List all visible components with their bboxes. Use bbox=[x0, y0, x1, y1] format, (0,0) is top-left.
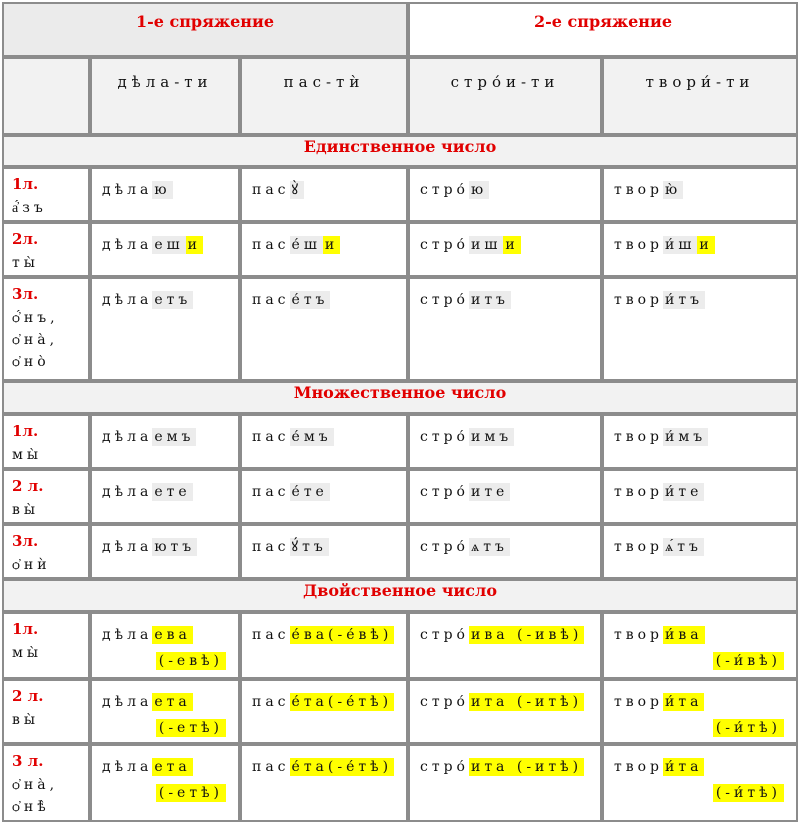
person-cell bbox=[2, 524, 90, 579]
section-plural: Множественное число bbox=[2, 381, 798, 414]
table-row bbox=[2, 744, 798, 822]
form-highlight: ита (-итѣ) bbox=[470, 694, 583, 711]
form-stem: дѣла bbox=[102, 237, 153, 254]
form-stem: твор bbox=[614, 428, 664, 445]
form-ending: ю̀ bbox=[665, 182, 682, 199]
person-label: 1л. bbox=[12, 175, 39, 194]
form-ending: иш bbox=[470, 237, 502, 254]
form-stem: стро́ bbox=[420, 539, 469, 556]
form-stem: стро́ bbox=[420, 759, 469, 776]
form-ending: ѧтъ bbox=[470, 539, 508, 556]
person-label: 3 л. bbox=[12, 752, 44, 771]
form-stem: дѣла bbox=[102, 428, 153, 445]
person-cell bbox=[2, 277, 90, 381]
form-ending: е́ш bbox=[291, 237, 321, 254]
form-ending: ꙋ̀ bbox=[291, 182, 303, 199]
form-stem: дѣла bbox=[102, 759, 153, 776]
pronoun: а҆́зъ bbox=[12, 200, 47, 217]
form-alt-ending: (-и́тѣ) bbox=[713, 719, 784, 737]
form-highlight: ета bbox=[154, 759, 191, 776]
form-highlight: и́ва bbox=[665, 626, 703, 643]
form-stem: пас bbox=[252, 428, 290, 445]
form-cell bbox=[602, 744, 798, 822]
pronoun: ѻ҆на̀, ѻ҆нѣ̀ bbox=[12, 777, 59, 816]
form-cell bbox=[602, 167, 798, 222]
form-cell bbox=[90, 469, 240, 524]
verb-header: дѣла-ти bbox=[90, 57, 240, 135]
form-cell bbox=[90, 277, 240, 381]
form-alt-ending: (-евѣ) bbox=[156, 652, 226, 670]
form-cell bbox=[408, 679, 602, 744]
form-stem: стро́ bbox=[420, 484, 469, 501]
pronoun: вы̀ bbox=[12, 502, 40, 519]
form-alt-ending: (-етѣ) bbox=[156, 784, 226, 802]
form-cell bbox=[602, 612, 798, 679]
form-stem: твор bbox=[614, 237, 664, 254]
form-cell bbox=[408, 167, 602, 222]
form-ending: ютъ bbox=[154, 539, 196, 556]
form-cell bbox=[240, 222, 408, 277]
form-cell bbox=[240, 469, 408, 524]
form-ending: емъ bbox=[154, 428, 195, 445]
pronoun: вы̀ bbox=[12, 712, 40, 729]
form-cell bbox=[90, 744, 240, 822]
form-cell bbox=[240, 277, 408, 381]
form-ending: и́мъ bbox=[665, 428, 707, 445]
form-alt-ending: (-и́вѣ) bbox=[713, 652, 784, 670]
form-highlight: и́та bbox=[665, 694, 703, 711]
form-cell bbox=[602, 222, 798, 277]
form-cell bbox=[240, 167, 408, 222]
form-cell bbox=[408, 612, 602, 679]
form-highlight: и bbox=[324, 237, 339, 254]
form-ending: ите bbox=[470, 484, 509, 501]
form-highlight: ива (-ивѣ) bbox=[470, 626, 583, 643]
form-stem: стро́ bbox=[420, 237, 469, 254]
pronoun: ѻ҆́нъ, ѻ҆на̀, ѻ҆но̀ bbox=[12, 310, 59, 371]
form-ending: еш bbox=[154, 237, 184, 254]
person-cell bbox=[2, 612, 90, 679]
form-cell bbox=[408, 414, 602, 469]
form-stem: пас bbox=[252, 182, 290, 199]
conj1-header: 1-е спряжение bbox=[2, 2, 408, 57]
form-highlight: и bbox=[505, 237, 519, 254]
table-row bbox=[2, 524, 798, 579]
form-highlight: е́та(-е́тѣ) bbox=[291, 694, 393, 711]
section-dual: Двойственное число bbox=[2, 579, 798, 612]
form-stem: пас bbox=[252, 759, 290, 776]
person-cell bbox=[2, 222, 90, 277]
form-cell bbox=[602, 414, 798, 469]
form-cell bbox=[90, 524, 240, 579]
form-stem: стро́ bbox=[420, 292, 469, 309]
form-stem: твор bbox=[614, 484, 664, 501]
form-stem: стро́ bbox=[420, 626, 469, 643]
form-stem: пас bbox=[252, 237, 290, 254]
person-label: 2 л. bbox=[12, 687, 44, 706]
form-cell bbox=[602, 679, 798, 744]
form-cell bbox=[408, 744, 602, 822]
form-ending: е́мъ bbox=[291, 428, 332, 445]
section-singular: Единственное число bbox=[2, 135, 798, 168]
form-stem: твор bbox=[614, 694, 664, 711]
form-ending: итъ bbox=[470, 292, 509, 309]
pronoun: ты̀ bbox=[12, 255, 39, 272]
form-ending: ю bbox=[470, 182, 488, 199]
pronoun: мы̀ bbox=[12, 446, 43, 463]
form-highlight: е́та(-е́тѣ) bbox=[291, 759, 393, 776]
form-cell bbox=[90, 612, 240, 679]
form-stem: пас bbox=[252, 626, 290, 643]
form-stem: стро́ bbox=[420, 182, 469, 199]
form-cell bbox=[602, 277, 798, 381]
form-ending: ѧ́тъ bbox=[665, 539, 702, 556]
form-stem: стро́ bbox=[420, 428, 469, 445]
form-stem: пас bbox=[252, 292, 290, 309]
form-cell bbox=[240, 612, 408, 679]
verb-header: пас-тѝ bbox=[240, 57, 408, 135]
form-cell bbox=[90, 222, 240, 277]
person-label: 3л. bbox=[12, 285, 39, 304]
table-row bbox=[2, 277, 798, 381]
form-highlight: ита (-итѣ) bbox=[470, 759, 583, 776]
form-highlight: ета bbox=[154, 694, 191, 711]
form-cell bbox=[408, 524, 602, 579]
form-highlight: е́ва(-е́вѣ) bbox=[291, 626, 393, 643]
form-stem: стро́ bbox=[420, 694, 469, 711]
form-ending: и́ш bbox=[665, 237, 696, 254]
form-ending: ꙋ́тъ bbox=[291, 539, 327, 556]
person-cell bbox=[2, 414, 90, 469]
form-stem: пас bbox=[252, 539, 290, 556]
corner-cell bbox=[2, 57, 90, 135]
form-highlight: и́та bbox=[665, 759, 703, 776]
form-cell bbox=[90, 679, 240, 744]
form-cell bbox=[240, 744, 408, 822]
form-stem: твор bbox=[614, 182, 664, 199]
form-stem: дѣла bbox=[102, 484, 153, 501]
form-ending: ю bbox=[154, 182, 171, 199]
form-ending: е́тъ bbox=[291, 292, 329, 309]
form-stem: твор bbox=[614, 626, 664, 643]
table-row bbox=[2, 679, 798, 744]
form-cell bbox=[240, 679, 408, 744]
form-stem: твор bbox=[614, 292, 664, 309]
pronoun: мы̀ bbox=[12, 644, 43, 661]
form-ending: имъ bbox=[470, 428, 513, 445]
form-stem: твор bbox=[614, 539, 664, 556]
form-highlight: ева bbox=[154, 626, 191, 643]
table-row bbox=[2, 414, 798, 469]
form-stem: дѣла bbox=[102, 694, 153, 711]
form-cell bbox=[408, 222, 602, 277]
form-ending: етъ bbox=[154, 292, 192, 309]
person-cell bbox=[2, 469, 90, 524]
form-ending: и́те bbox=[665, 484, 703, 501]
table-row bbox=[2, 222, 798, 277]
conjugation-table bbox=[2, 2, 798, 822]
form-stem: дѣла bbox=[102, 182, 153, 199]
person-label: 1л. bbox=[12, 421, 39, 440]
pronoun: ѻ҆нѝ bbox=[12, 557, 51, 574]
person-cell bbox=[2, 679, 90, 744]
person-cell bbox=[2, 744, 90, 822]
table-row bbox=[2, 167, 798, 222]
form-cell bbox=[240, 524, 408, 579]
form-stem: пас bbox=[252, 694, 290, 711]
form-alt-ending: (-и́тѣ) bbox=[713, 784, 784, 802]
form-stem: твор bbox=[614, 759, 664, 776]
person-label: 3л. bbox=[12, 532, 39, 551]
verb-header: стро́и-ти bbox=[408, 57, 602, 135]
table-row bbox=[2, 469, 798, 524]
person-label: 2 л. bbox=[12, 477, 44, 496]
form-cell bbox=[90, 414, 240, 469]
person-label: 1л. bbox=[12, 619, 39, 638]
form-ending: е́те bbox=[291, 484, 328, 501]
form-cell bbox=[408, 469, 602, 524]
form-cell bbox=[408, 277, 602, 381]
form-highlight: и bbox=[699, 237, 713, 254]
form-stem: дѣла bbox=[102, 539, 153, 556]
form-stem: пас bbox=[252, 484, 290, 501]
form-cell bbox=[602, 469, 798, 524]
form-stem: дѣла bbox=[102, 626, 153, 643]
conj2-header: 2-е спряжение bbox=[408, 2, 798, 57]
person-label: 2л. bbox=[12, 230, 39, 249]
table-row bbox=[2, 612, 798, 679]
verb-header: твори́-ти bbox=[602, 57, 798, 135]
person-cell bbox=[2, 167, 90, 222]
form-stem: дѣла bbox=[102, 292, 153, 309]
form-cell bbox=[90, 167, 240, 222]
form-cell bbox=[602, 524, 798, 579]
form-cell bbox=[240, 414, 408, 469]
form-ending: и́тъ bbox=[665, 292, 704, 309]
form-highlight: и bbox=[187, 237, 201, 254]
form-alt-ending: (-етѣ) bbox=[156, 719, 226, 737]
form-ending: ете bbox=[154, 484, 191, 501]
